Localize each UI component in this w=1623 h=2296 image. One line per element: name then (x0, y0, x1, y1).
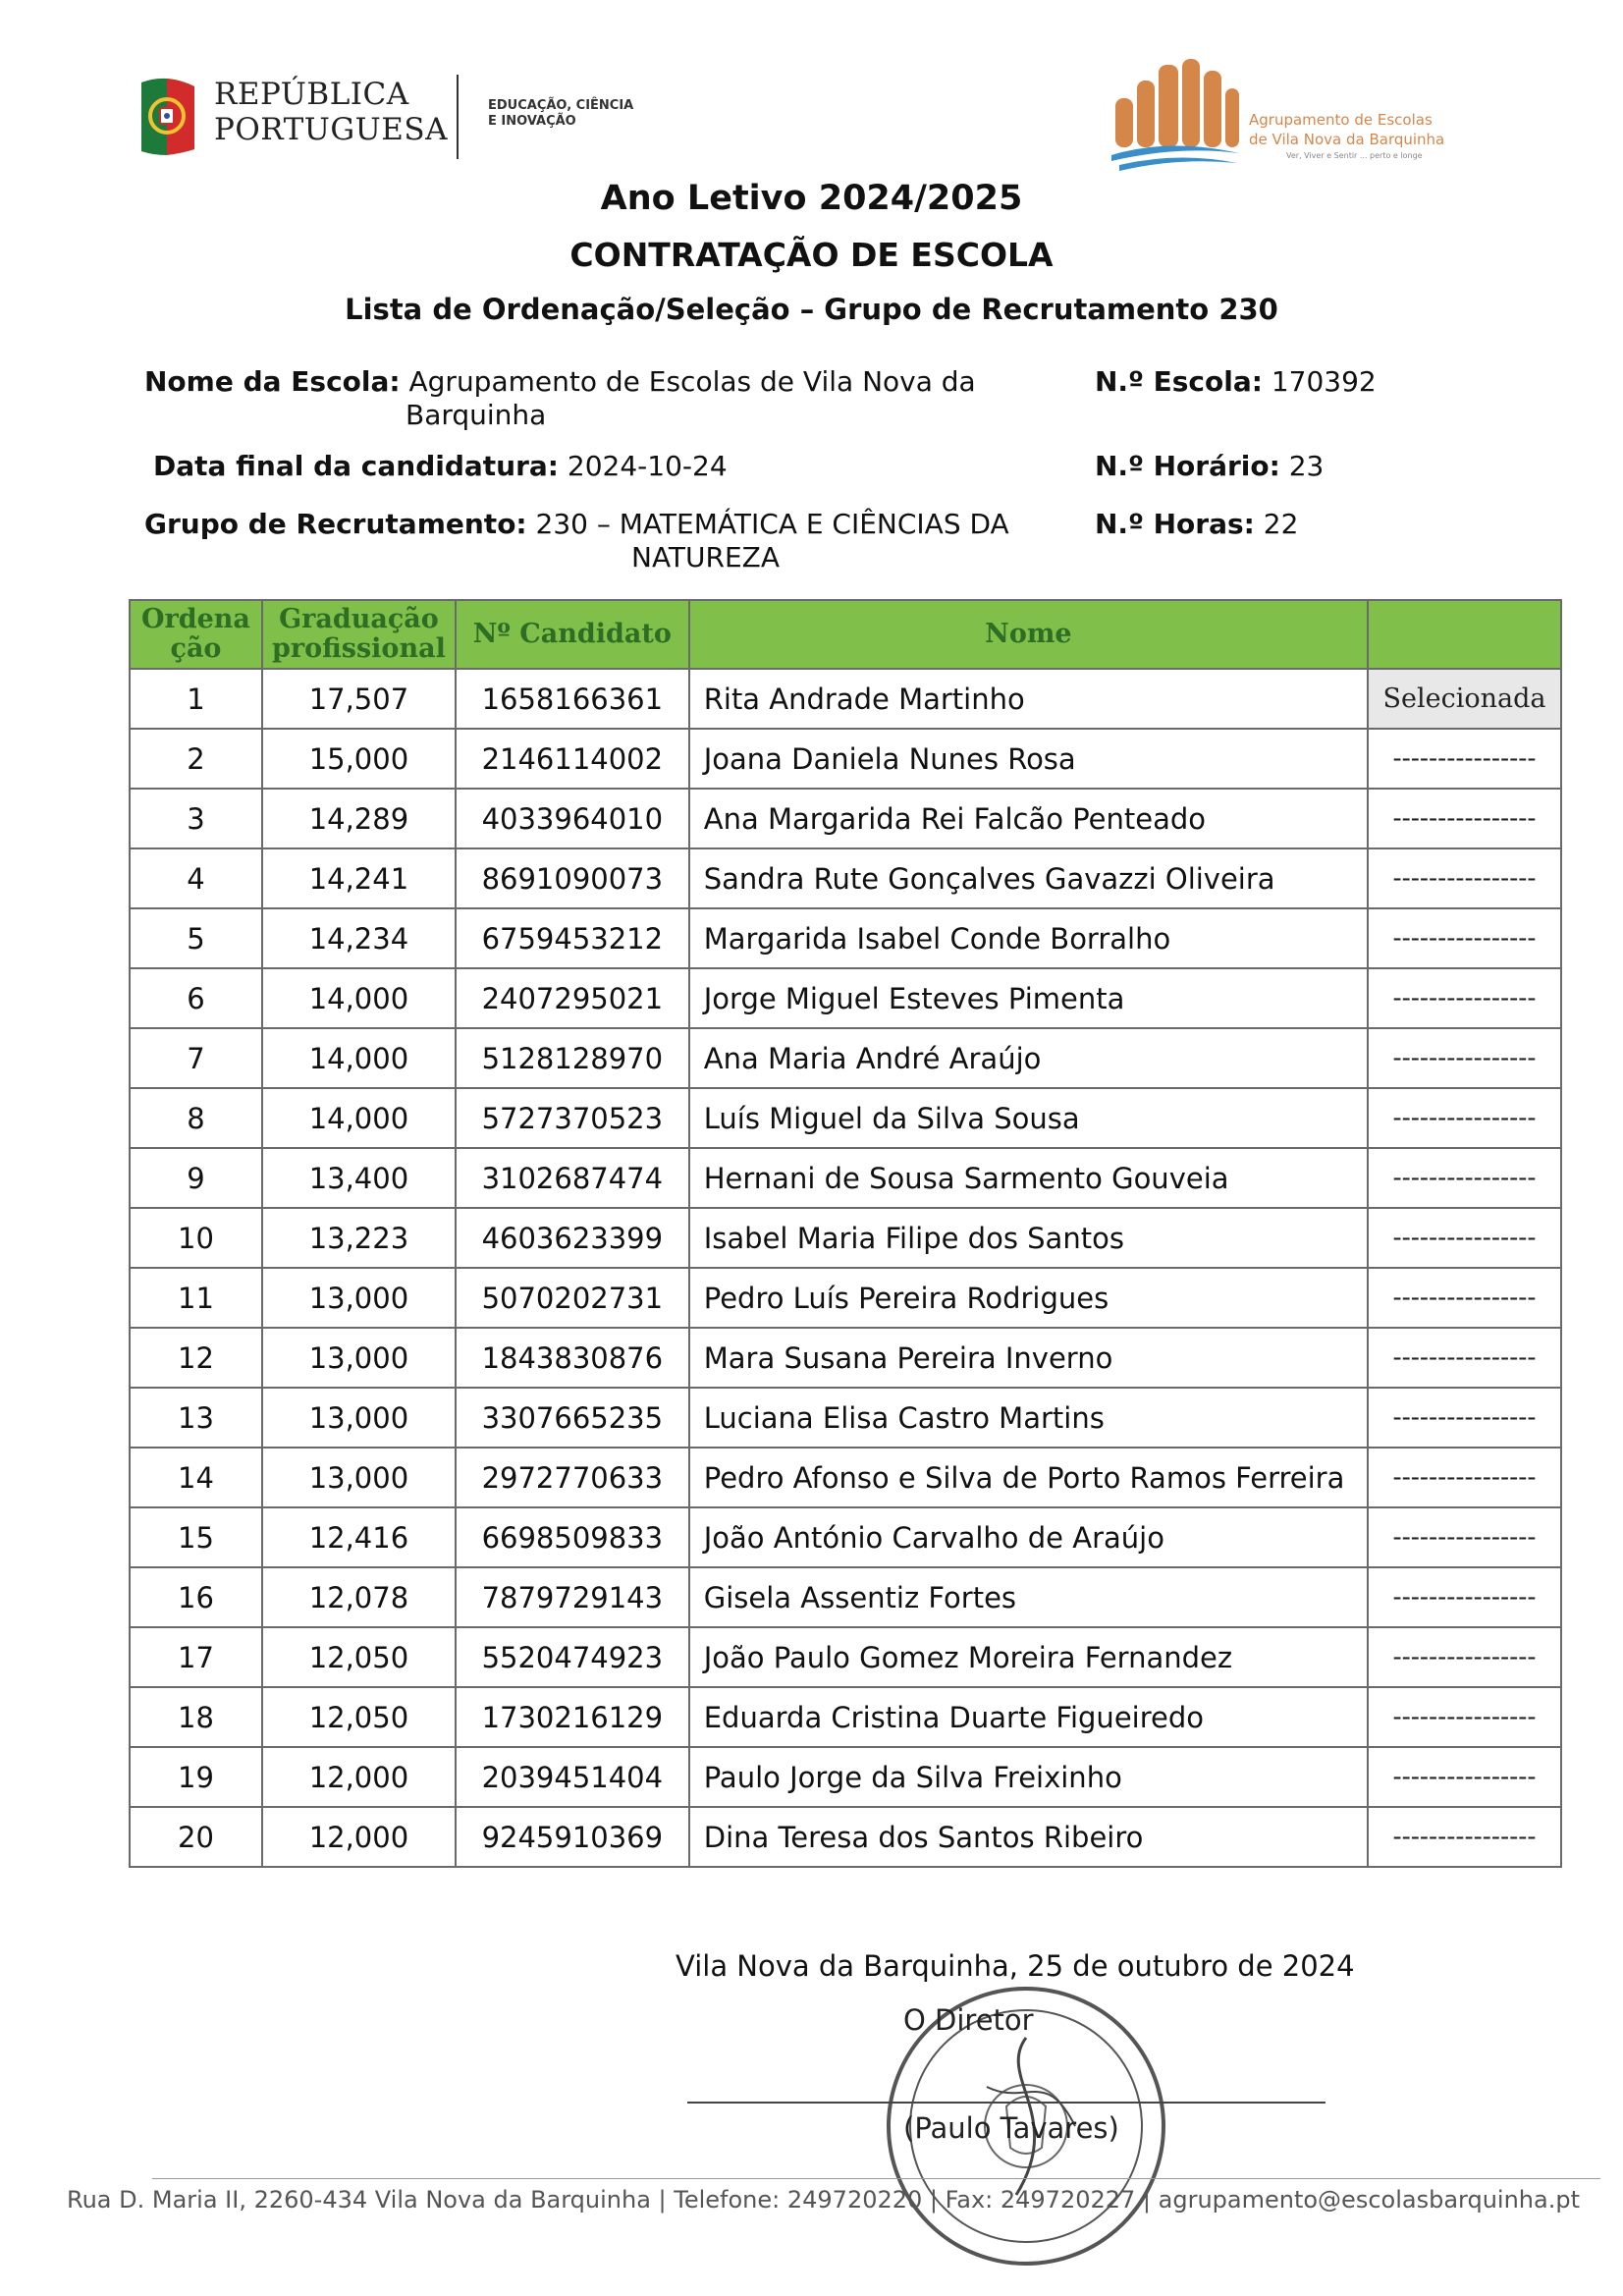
status-cell: ---------------- (1368, 1028, 1561, 1088)
grade-cell: 14,000 (262, 1028, 456, 1088)
status-cell: Selecionada (1368, 669, 1561, 729)
candidate-number-cell: 8691090073 (456, 848, 689, 908)
candidate-number-cell: 7879729143 (456, 1567, 689, 1627)
document-main-title: CONTRATAÇÃO DE ESCOLA (569, 236, 1054, 274)
grade-cell: 13,400 (262, 1148, 456, 1208)
candidates-table (129, 599, 1562, 1868)
school-logo-tagline: Ver, Viver e Sentir ... perto e longe (1286, 151, 1423, 160)
school-buildings-icon (1109, 59, 1242, 177)
candidate-number-cell: 1730216129 (456, 1687, 689, 1747)
candidate-name-cell: Pedro Luís Pereira Rodrigues (689, 1268, 1368, 1328)
grade-cell: 12,000 (262, 1807, 456, 1867)
header-grade-line-1: Graduação (279, 604, 439, 634)
grade-cell: 12,050 (262, 1627, 456, 1687)
table-row (130, 1448, 1561, 1507)
school-logo-line-1: Agrupamento de Escolas (1249, 111, 1433, 129)
grade-cell: 14,000 (262, 1088, 456, 1148)
order-cell: 14 (130, 1448, 262, 1507)
header-status (1368, 600, 1561, 669)
order-cell: 11 (130, 1268, 262, 1328)
candidate-number-cell: 9245910369 (456, 1807, 689, 1867)
table-row (130, 1567, 1561, 1627)
table-body (130, 669, 1561, 1867)
candidate-name-cell: Isabel Maria Filipe dos Santos (689, 1208, 1368, 1268)
grade-cell: 12,416 (262, 1507, 456, 1567)
order-cell: 7 (130, 1028, 262, 1088)
grade-cell: 14,234 (262, 908, 456, 968)
school-name-value-2: Barquinha (406, 399, 547, 431)
schedule-number-value: 23 (1288, 450, 1325, 482)
hours-value: 22 (1263, 508, 1299, 540)
candidate-name-cell: Margarida Isabel Conde Borralho (689, 908, 1368, 968)
candidate-number-cell: 2407295021 (456, 968, 689, 1028)
header-grade (262, 600, 456, 669)
status-cell: ---------------- (1368, 1448, 1561, 1507)
table-row (130, 968, 1561, 1028)
table-row (130, 789, 1561, 848)
republica-portuguesa-logo (137, 69, 461, 167)
grade-cell: 13,000 (262, 1328, 456, 1388)
table-row (130, 1747, 1561, 1807)
school-name-label: Nome da Escola: (144, 365, 401, 398)
header-order-line-2: ção (170, 633, 222, 664)
status-cell: ---------------- (1368, 848, 1561, 908)
grade-cell: 14,000 (262, 968, 456, 1028)
candidate-name-cell: João Paulo Gomez Moreira Fernandez (689, 1627, 1368, 1687)
deadline-value: 2024-10-24 (567, 450, 728, 482)
candidate-name-cell: Luciana Elisa Castro Martins (689, 1388, 1368, 1448)
republica-portuguesa-text (214, 77, 448, 147)
order-cell: 9 (130, 1148, 262, 1208)
status-cell: ---------------- (1368, 1208, 1561, 1268)
deadline-label: Data final da candidatura: (153, 450, 559, 482)
status-cell: ---------------- (1368, 1328, 1561, 1388)
school-name-field (144, 365, 1008, 432)
hours-label: N.º Horas: (1095, 508, 1255, 540)
table-row (130, 1687, 1561, 1747)
table-row (130, 729, 1561, 789)
school-group-logo (1109, 59, 1483, 177)
candidate-name-cell: Eduarda Cristina Duarte Figueiredo (689, 1687, 1368, 1747)
ministry-name (488, 98, 684, 130)
candidate-name-cell: Jorge Miguel Esteves Pimenta (689, 968, 1368, 1028)
candidate-number-cell: 5727370523 (456, 1088, 689, 1148)
table-row (130, 1148, 1561, 1208)
status-cell: ---------------- (1368, 1627, 1561, 1687)
status-cell: ---------------- (1368, 1807, 1561, 1867)
candidate-number-cell: 5070202731 (456, 1268, 689, 1328)
recruitment-group-field (144, 508, 1067, 574)
order-cell: 20 (130, 1807, 262, 1867)
status-cell: ---------------- (1368, 729, 1561, 789)
table-row (130, 1088, 1561, 1148)
status-cell: ---------------- (1368, 1088, 1561, 1148)
grade-cell: 13,000 (262, 1388, 456, 1448)
status-cell: ---------------- (1368, 1567, 1561, 1627)
candidate-name-cell: Sandra Rute Gonçalves Gavazzi Oliveira (689, 848, 1368, 908)
grade-cell: 15,000 (262, 729, 456, 789)
order-cell: 16 (130, 1567, 262, 1627)
table-row (130, 1627, 1561, 1687)
candidate-name-cell: Ana Margarida Rei Falcão Penteado (689, 789, 1368, 848)
candidate-number-cell: 4033964010 (456, 789, 689, 848)
candidate-name-cell: Joana Daniela Nunes Rosa (689, 729, 1368, 789)
status-cell: ---------------- (1368, 908, 1561, 968)
director-name: (Paulo Tavares) (903, 2111, 1119, 2145)
recruitment-group-label: Grupo de Recrutamento: (144, 508, 527, 540)
candidate-name-cell: Luís Miguel da Silva Sousa (689, 1088, 1368, 1148)
status-cell: ---------------- (1368, 1747, 1561, 1807)
candidate-number-cell: 4603623399 (456, 1208, 689, 1268)
school-year-title: Ano Letivo 2024/2025 (600, 179, 1023, 218)
order-cell: 15 (130, 1507, 262, 1567)
table-header-row (130, 600, 1561, 669)
grade-cell: 12,050 (262, 1687, 456, 1747)
grade-cell: 13,223 (262, 1208, 456, 1268)
recruitment-group-value-2: NATUREZA (631, 541, 781, 574)
order-cell: 6 (130, 968, 262, 1028)
table-row (130, 1028, 1561, 1088)
order-cell: 10 (130, 1208, 262, 1268)
school-name-value-1: Agrupamento de Escolas de Vila Nova da (408, 365, 976, 398)
candidate-number-cell: 5520474923 (456, 1627, 689, 1687)
order-cell: 3 (130, 789, 262, 848)
hours-field (1095, 508, 1298, 541)
document-subtitle: Lista de Ordenação/Seleção – Grupo de Recrutamento 230 (345, 293, 1278, 326)
table-row (130, 1268, 1561, 1328)
order-cell: 5 (130, 908, 262, 968)
grade-cell: 12,078 (262, 1567, 456, 1627)
ministry-line-1: EDUCAÇÃO, CIÊNCIA (488, 98, 634, 113)
table-row (130, 1507, 1561, 1567)
portuguese-coat-of-arms-icon (137, 73, 198, 157)
candidate-number-cell: 2972770633 (456, 1448, 689, 1507)
order-cell: 18 (130, 1687, 262, 1747)
status-cell: ---------------- (1368, 1388, 1561, 1448)
logo-divider (457, 75, 459, 159)
place-and-date: Vila Nova da Barquinha, 25 de outubro de 2024 (676, 1949, 1355, 1983)
grade-cell: 17,507 (262, 669, 456, 729)
school-number-label: N.º Escola: (1095, 365, 1263, 398)
deadline-field (153, 450, 728, 483)
table-row (130, 1807, 1561, 1867)
candidate-number-cell: 2039451404 (456, 1747, 689, 1807)
candidate-name-cell: Ana Maria André Araújo (689, 1028, 1368, 1088)
candidate-name-cell: Gisela Assentiz Fortes (689, 1567, 1368, 1627)
order-cell: 1 (130, 669, 262, 729)
school-number-value: 170392 (1271, 365, 1377, 398)
status-cell: ---------------- (1368, 1507, 1561, 1567)
header-order-line-1: Ordena (141, 604, 250, 634)
candidate-name-cell: Rita Andrade Martinho (689, 669, 1368, 729)
candidate-name-cell: Paulo Jorge da Silva Freixinho (689, 1747, 1368, 1807)
table-row (130, 1208, 1561, 1268)
director-title: O Diretor (903, 2003, 1034, 2037)
status-cell: ---------------- (1368, 1268, 1561, 1328)
header-order (130, 600, 262, 669)
footer-divider (152, 2178, 1600, 2179)
candidate-number-cell: 1843830876 (456, 1328, 689, 1388)
header-name: Nome (689, 600, 1368, 669)
gov-line-2: PORTUGUESA (214, 112, 449, 147)
candidate-name-cell: Hernani de Sousa Sarmento Gouveia (689, 1148, 1368, 1208)
candidate-number-cell: 3307665235 (456, 1388, 689, 1448)
grade-cell: 13,000 (262, 1448, 456, 1507)
candidate-number-cell: 2146114002 (456, 729, 689, 789)
recruitment-group-value-1: 230 – MATEMÁTICA E CIÊNCIAS DA (535, 508, 1009, 540)
candidate-number-cell: 6759453212 (456, 908, 689, 968)
signature-line (687, 2102, 1325, 2104)
table-row (130, 1388, 1561, 1448)
grade-cell: 14,289 (262, 789, 456, 848)
order-cell: 19 (130, 1747, 262, 1807)
table-row (130, 908, 1561, 968)
table-row (130, 1328, 1561, 1388)
candidate-name-cell: Mara Susana Pereira Inverno (689, 1328, 1368, 1388)
candidate-name-cell: Dina Teresa dos Santos Ribeiro (689, 1807, 1368, 1867)
school-logo-name (1249, 110, 1485, 149)
candidate-name-cell: João António Carvalho de Araújo (689, 1507, 1368, 1567)
candidate-number-cell: 1658166361 (456, 669, 689, 729)
candidate-number-cell: 3102687474 (456, 1148, 689, 1208)
table-row (130, 848, 1561, 908)
candidate-name-cell: Pedro Afonso e Silva de Porto Ramos Ferreira (689, 1448, 1368, 1507)
order-cell: 12 (130, 1328, 262, 1388)
grade-cell: 14,241 (262, 848, 456, 908)
status-cell: ---------------- (1368, 789, 1561, 848)
ministry-line-2: E INOVAÇÃO (488, 114, 576, 129)
candidate-number-cell: 5128128970 (456, 1028, 689, 1088)
school-logo-line-2: de Vila Nova da Barquinha (1249, 131, 1445, 148)
candidate-number-cell: 6698509833 (456, 1507, 689, 1567)
gov-line-1: REPÚBLICA (214, 77, 409, 112)
schedule-number-label: N.º Horário: (1095, 450, 1280, 482)
schedule-number-field (1095, 450, 1324, 483)
status-cell: ---------------- (1368, 1687, 1561, 1747)
order-cell: 2 (130, 729, 262, 789)
header-grade-line-2: profissional (272, 633, 446, 664)
table-row (130, 669, 1561, 729)
order-cell: 13 (130, 1388, 262, 1448)
status-cell: ---------------- (1368, 968, 1561, 1028)
order-cell: 8 (130, 1088, 262, 1148)
grade-cell: 12,000 (262, 1747, 456, 1807)
grade-cell: 13,000 (262, 1268, 456, 1328)
header-candidate-number: Nº Candidato (456, 600, 689, 669)
order-cell: 4 (130, 848, 262, 908)
footer-address: Rua D. Maria II, 2260-434 Vila Nova da Barquinha | Telefone: 249720220 | Fax: 249720227 | agrupamento@escolasbarquinha.pt (67, 2186, 1580, 2214)
school-number-field (1095, 365, 1377, 399)
order-cell: 17 (130, 1627, 262, 1687)
status-cell: ---------------- (1368, 1148, 1561, 1208)
